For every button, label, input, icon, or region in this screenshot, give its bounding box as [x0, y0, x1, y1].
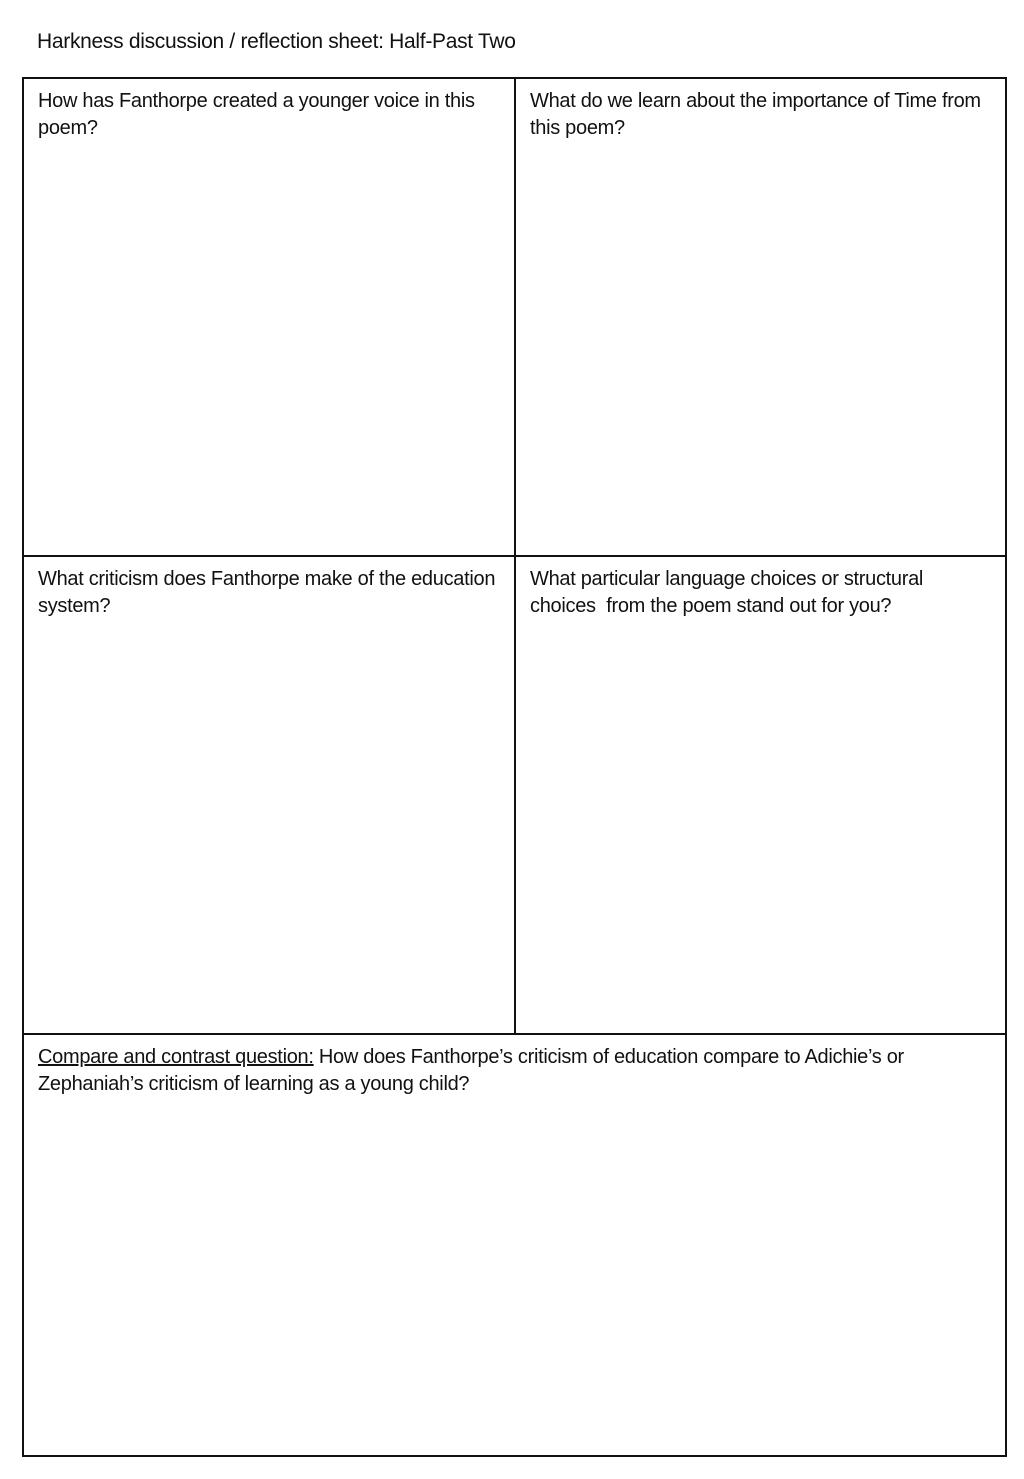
compare-contrast-text: How does Fanthorpe’s criticism of education compare to Adichie’s or Zephaniah’s criticism of learning as a young child?	[38, 1046, 904, 1095]
answer-box-education-criticism[interactable]	[24, 557, 516, 1035]
compare-contrast-label: Compare and contrast question:	[38, 1046, 314, 1068]
reflection-grid	[22, 77, 1007, 1457]
answer-box-younger-voice[interactable]	[24, 79, 516, 557]
question-younger-voice: How has Fanthorpe created a younger voice in this poem?	[38, 90, 475, 139]
answer-box-language-choices[interactable]	[516, 557, 1005, 1035]
answer-box-importance-of-time[interactable]	[516, 79, 1005, 557]
question-education-criticism: What criticism does Fanthorpe make of the education system?	[38, 568, 496, 617]
question-importance-of-time: What do we learn about the importance of Time from this poem?	[530, 90, 981, 139]
page-title: Harkness discussion / reflection sheet: Half-Past Two	[37, 30, 516, 53]
answer-box-compare-contrast[interactable]	[24, 1035, 1005, 1455]
question-language-choices: What particular language choices or structural choices from the poem stand out for you?	[530, 568, 929, 617]
question-compare-contrast	[38, 1044, 991, 1098]
